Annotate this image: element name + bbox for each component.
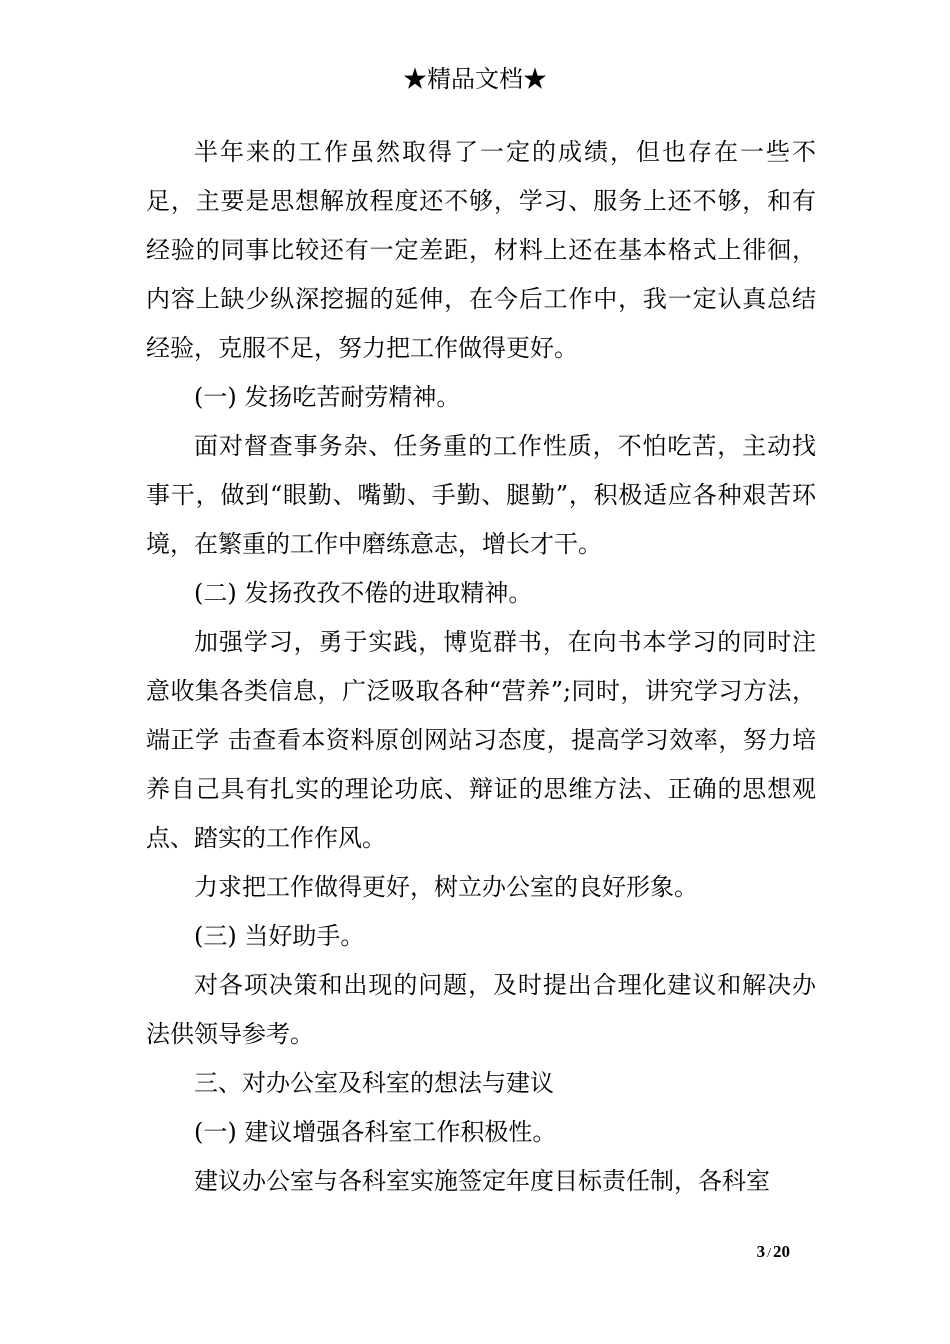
section-heading-three: 三、对办公室及科室的想法与建议 <box>194 1069 554 1097</box>
heading-hardworking-spirit: (一) 发扬吃苦耐劳精神。 <box>194 383 461 411</box>
current-page: 3 <box>756 1242 766 1261</box>
paragraph-study: 加强学习，勇于实践，博览群书，在向书本学习的同时注意收集各类信息，广泛吸取各种“营养”;同时，讲究学习方法，端正学 击查看本资料原创网站习态度，提高学习效率，努力培养自己具有扎实的理论功底、辩证的思维方法、正确的思想观点、踏实的工作作风。 <box>146 628 816 852</box>
total-pages: 20 <box>773 1242 790 1261</box>
page-number <box>0 1242 790 1262</box>
paragraph-hardworking: 面对督查事务杂、任务重的工作性质，不怕吃苦，主动找事干，做到“眼勤、嘴勤、手勤、腿勤”，积极适应各种艰苦环境，在繁重的工作中磨练意志，增长才干。 <box>146 432 816 558</box>
heading-enterprising-spirit: (二) 发扬孜孜不倦的进取精神。 <box>194 579 533 607</box>
paragraph-responsibility: 建议办公室与各科室实施签定年度目标责任制，各科室 <box>194 1167 770 1195</box>
page-separator: / <box>767 1246 771 1261</box>
header-title: ★精品文档★ <box>403 65 547 93</box>
heading-assistant: (三) 当好助手。 <box>194 922 365 950</box>
page-header <box>0 62 950 96</box>
document-body <box>146 128 816 1206</box>
paragraph-suggestions: 对各项决策和出现的问题，及时提出合理化建议和解决办法供领导参考。 <box>146 971 816 1048</box>
heading-enthusiasm: (一) 建议增强各科室工作积极性。 <box>194 1118 557 1146</box>
paragraph-image: 力求把工作做得更好，树立办公室的良好形象。 <box>194 873 698 901</box>
paragraph-summary: 半年来的工作虽然取得了一定的成绩，但也存在一些不足，主要是思想解放程度还不够，学习、服务上还不够，和有经验的同事比较还有一定差距，材料上还在基本格式上徘徊，内容上缺少纵深挖掘的延伸，在今后工作中，我一定认真总结经验，克服不足，努力把工作做得更好。 <box>146 138 816 362</box>
